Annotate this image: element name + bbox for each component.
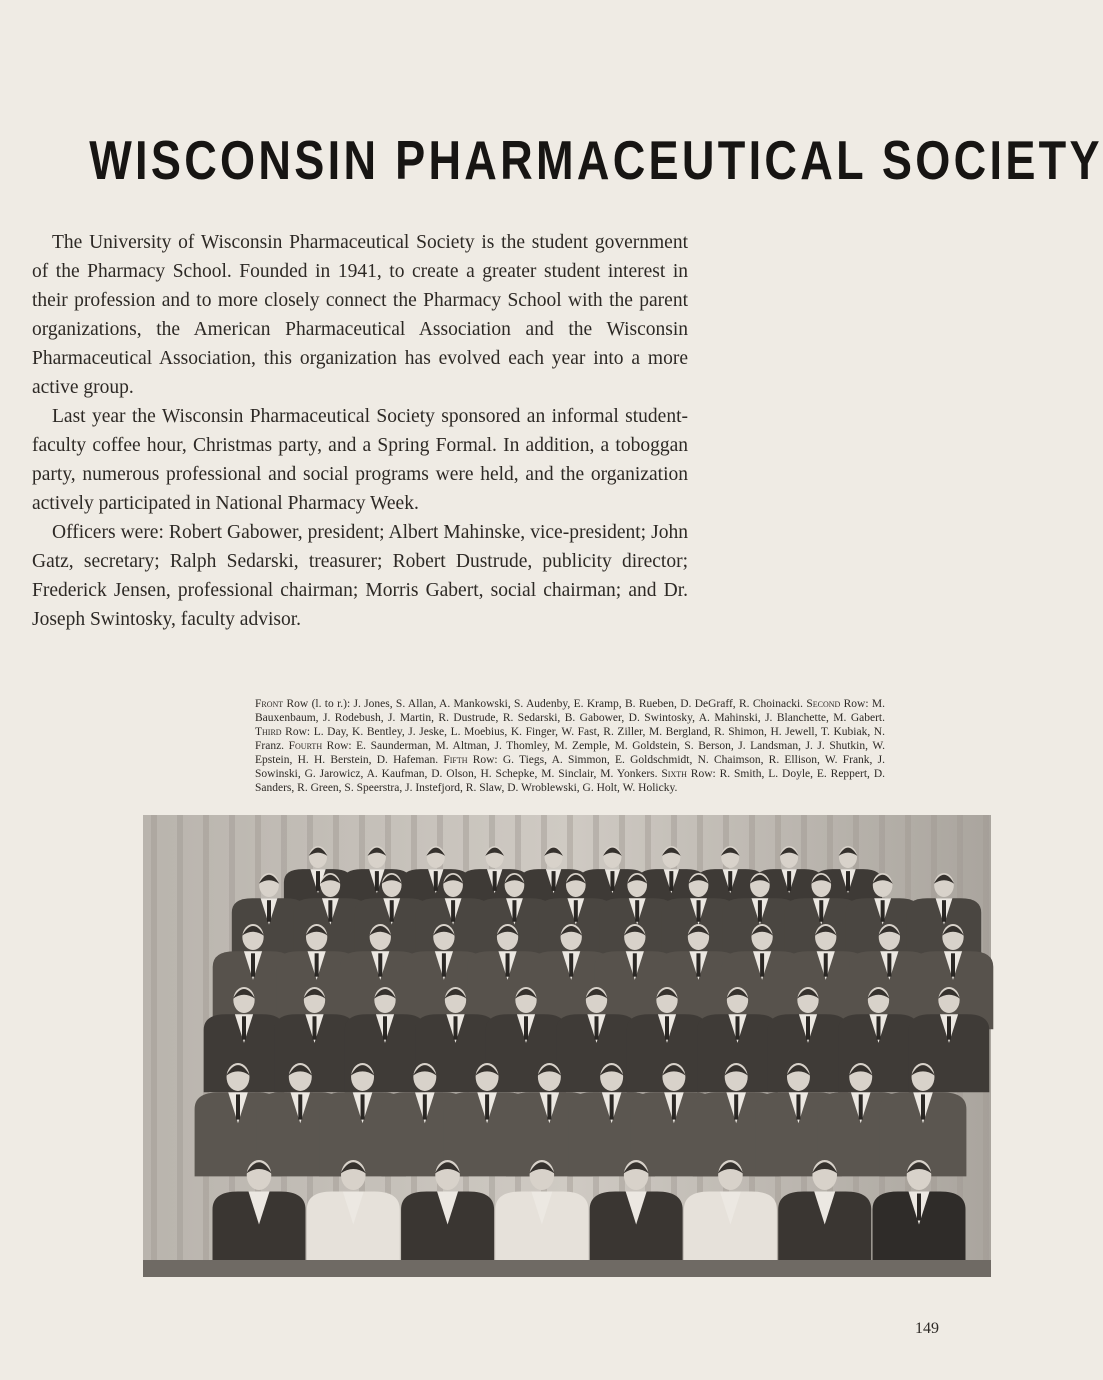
paragraph-activities: Last year the Wisconsin Pharmaceutical Society sponsored an informal student-faculty coffee hour, Christmas party, and a Spring Formal. In addition, a toboggan party, numerous professional and social programs were held, and the organization actively participated in National Pharmacy Week. [32,406,688,514]
paragraph-intro: The University of Wisconsin Pharmaceutical Society is the student government of the Pharmacy School. Founded in 1941, to create a greater student interest in their profession and to more closely connect the Pharmacy School with the parent organizations, the American Pharmaceutical Association and the Wisconsin Pharmaceutical Association, this organization has evolved each year into a more active group. [32,232,688,398]
caption-second-row: Row: M. Bauxenbaum, J. Rodebush, J. Martin, R. Dustrude, R. Sedarski, B. Gabower, D. Swintosky, A. Mahinski, J. Blanchette, M. Gabert. [255,698,885,724]
curtain-fold [177,815,183,1260]
curtain-fold [151,815,157,1260]
article-body [32,228,688,634]
page-number: 149 [915,1320,939,1337]
caption-front-row: Row (l. to r.): J. Jones, S. Allan, A. Mankowski, S. Audenby, E. Kramp, B. Rueben, D. DeGraff, R. Choinacki. [283,698,807,710]
photo-caption [255,697,885,795]
caption-fifth-row: Row: G. Tiegs, A. Simmon, E. Goldschmidt, N. Chaimson, R. Ellison, W. Frank, J. Sowinski, G. Jarowicz, A. Kaufman, D. Olson, H. Schepke, M. Sinclair, M. Yonkers. [255,754,885,780]
stage-floor [143,1260,991,1277]
group-photo [143,815,991,1277]
caption-sixth-label: Sixth [661,768,687,780]
paragraph-officers: Officers were: Robert Gabower, president; Albert Mahinske, vice-president; John Gatz, secretary; Ralph Sedarski, treasurer; Robert Dustrude, publicity director; Frederick Jensen, professional chairman; Morris Gabert, social chairman; and Dr. Joseph Swintosky, faculty advisor. [32,522,688,630]
caption-third-row: Row: L. Day, K. Bentley, J. Jeske, L. Moebius, K. Finger, W. Fast, R. Ziller, M. Bergland, R. Shimon, H. Jewell, T. Kubiak, N. Franz. [255,726,885,752]
caption-fourth-label: Fourth [288,740,323,752]
caption-second-label: Second [806,698,841,710]
caption-third-label: Third [255,726,282,738]
caption-sixth-row: Row: R. Smith, L. Doyle, E. Reppert, D. Sanders, R. Green, S. Speerstra, J. Instefjord, R. Slaw, D. Wroblewski, G. Holt, W. Holicky. [255,768,885,794]
caption-front-label: Front [255,698,284,710]
page-title: WISCONSIN PHARMACEUTICAL SOCIETY [89,129,1103,191]
caption-fourth-row: Row: E. Saunderman, M. Altman, J. Thomley, M. Zemple, M. Goldstein, S. Berson, J. Landsman, J. J. Shutkin, W. Epstein, H. H. Berstein, D. Hafeman. [255,740,886,766]
group-photo-illustration [143,815,991,1277]
caption-fifth-label: Fifth [443,754,468,766]
